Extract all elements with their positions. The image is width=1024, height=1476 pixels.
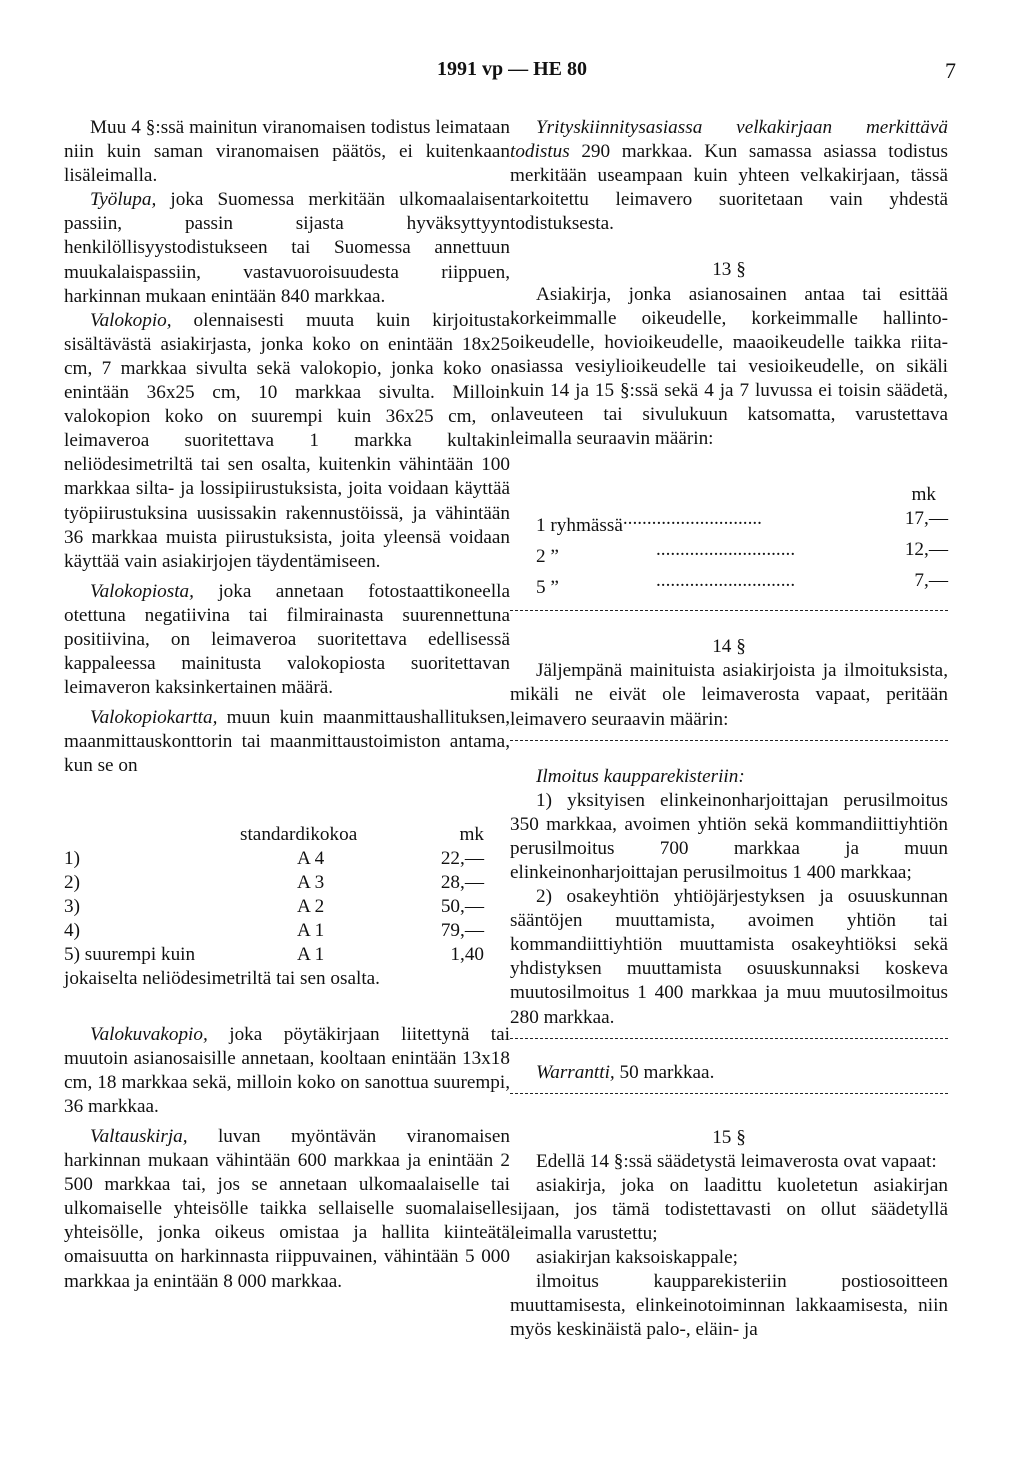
row-mk: 22,— (440, 847, 484, 869)
row-mk: 28,— (440, 871, 484, 893)
section-heading: 15 § (712, 1126, 746, 1148)
page-header (0, 58, 1024, 88)
paragraph: Edellä 14 §:ssä säädetystä leimaverosta ovat vapaat: (536, 1150, 937, 1172)
subheading-text: Ilmoitus kaupparekisteriin: (536, 765, 745, 787)
table-row (64, 943, 484, 967)
left-column (64, 116, 510, 1294)
row-size: A 1 (297, 919, 325, 941)
paragraph-text: olennaisesti muuta kuin kirjoitusta sisältävästä asiakirjasta, jonka koko on enintään 18x25 cm, 7 markkaa sivulta sekä valokopio, jonka koko on enintään 36x25 cm, 10 markkaa sivulta. Milloin valokopion koko on suurempi kuin 36x25 cm, on leimaveroa suoritettava 1 markka kultakin neliödesimetriltä tai sen osalta, kuitenkin vähintään 100 markkaa silta- ja lossipiirustuksista, joita voidaan käyttää työpiirustuksina uusissakin rakennustöissä, ja vähintään 36 markkaa muista piirustuksista, joita yleensä voidaan käyttää vain asiakirjojen täydentämiseen. (64, 309, 510, 572)
table-header-row (510, 483, 948, 507)
dashed-separator (510, 610, 948, 611)
section-heading: 14 § (712, 636, 746, 658)
paragraph (64, 1023, 510, 1119)
paragraph (64, 188, 510, 308)
row-mk: 1,40 (450, 943, 484, 965)
dashed-separator (510, 740, 948, 741)
row-size: A 2 (297, 895, 325, 917)
dashed-separator (510, 1038, 948, 1039)
dashed-separator (510, 1093, 948, 1094)
term: Valokopiokartta, (90, 707, 218, 729)
row-label-text: 2 ” (536, 546, 559, 568)
paragraph (510, 1061, 948, 1085)
paragraph-text: 50 markkaa. (614, 1061, 715, 1083)
term: Warrantti, (536, 1061, 615, 1083)
group-table (510, 483, 948, 600)
paragraph (64, 1125, 510, 1294)
paragraph-text: 290 markkaa. Kun samassa asiassa todistus merkitään useampaan kuin yhteen velkakirjaan, tässä tarkoitettu leimavero suoritetaan vain yhdestä todistuksesta. (510, 141, 948, 235)
paragraph (510, 116, 948, 236)
paragraph (64, 706, 510, 778)
row-mk: 17,— (904, 508, 948, 530)
paragraph-text: muun kuin maanmittaushallituksen, maanmittauskonttorin tai maanmittaustoimiston antama, kun se on (64, 707, 510, 777)
paragraph-text: joka pöytäkirjaan liitettynä tai muutoin asianosaisille annetaan, kooltaan enintään 13x18 cm, 18 markkaa sekä, milloin koko on sanottua suurempi, 36 markkaa. (64, 1023, 510, 1117)
paragraph: Asiakirja, jonka asianosainen antaa tai esittää korkeimmalle oikeudelle, korkeimmalle hallinto-oikeudelle, hovioikeudelle, maaoikeudelle taikka riita-asiassa vesiylioikeudelle tai vesioikeudelle, on sikäli kuin 14 ja 15 §:ssä sekä 4 ja 7 luvussa ei toisin säädetä, laveuteen tai sivulukuun katsomatta, varustettava leimalla seuraavin määrin: (510, 283, 948, 450)
size-table (64, 823, 484, 967)
list-item: 2) osakeyhtiön yhtiöjärjestyksen ja osuuskunnan sääntöjen muuttamista, avoimen yhtiön tai kommandiittiyhtiön muuttamista osakeyhtiöksi sekä yhdistyksen muuttamista osuuskunnaksi koskeva muutosilmoitus 1 400 markkaa ja muu muutosilmoitus 280 markkaa. (510, 886, 948, 1028)
column-header-size: standardikokoa (240, 823, 358, 845)
row-number: 1) (64, 847, 80, 869)
table-row (510, 569, 948, 600)
row-size: A 4 (297, 847, 325, 869)
page-number: 7 (945, 58, 956, 83)
table-footer: jokaiselta neliödesimetriltä tai sen osalta. (64, 967, 380, 989)
table-row (64, 847, 484, 871)
row-size: A 3 (297, 871, 325, 893)
row-label-text: 5 ” (536, 577, 559, 599)
leader-dots: ............................. (656, 539, 796, 561)
row-mk: 12,— (904, 539, 948, 561)
table-row (510, 538, 948, 569)
paragraph: ilmoitus kaupparekisteriin postiosoitteen muuttamisesta, elinkeinotoiminnan lakkaamisesta, niin myös keskinäistä palo-, eläin- ja (510, 1271, 948, 1341)
row-size: A 1 (297, 943, 325, 965)
row-mk: 79,— (440, 919, 484, 941)
term: Yrityskiinnitysasiassa velkakirjaan merkittävä todistus (510, 117, 948, 163)
row-number: 3) (64, 895, 80, 917)
paragraph-text: joka Suomessa merkitään ulkomaalaisen passiin, passin sijasta hyväksyttyyn henkilöllisyystodistukseen tai Suomessa annettuun muukalaispassiin, vastavuoroisuudesta riippuen, harkinnan mukaan enintään 840 markkaa. (64, 189, 510, 307)
row-label (510, 507, 890, 538)
table-row (64, 871, 484, 895)
paragraph: Muu 4 §:ssä mainitun viranomaisen todistus leimataan niin kuin saman viranomaisen päätös, ei kuitenkaan lisäleimalla. (64, 117, 510, 187)
term: Valokopio, (90, 309, 172, 331)
row-mk: 50,— (440, 895, 484, 917)
table-row (64, 919, 484, 943)
term: Työlupa, (90, 189, 157, 211)
right-column (510, 116, 948, 1343)
document-title: 1991 vp — HE 80 (436, 58, 588, 80)
leader-dots: ............................. (656, 570, 796, 592)
table-header-row (64, 823, 484, 847)
row-number: 5) suurempi kuin (64, 943, 196, 965)
table-row (510, 507, 948, 538)
paragraph (64, 309, 510, 574)
paragraph (64, 580, 510, 700)
paragraph-text: luvan myöntävän viranomaisen harkinnan mukaan vähintään 600 markkaa ja enintään 2 500 markkaa tai, jos se annetaan ulkomaalaiselle tai ulkomaiselle yhteisölle taikka sellaiselle suomalaiselle yhteisölle, jonka oikeus omistaa ja hallita kiinteätä omaisuutta on harkinnasta riippuvainen, vähintään 5 000 markkaa ja enintään 8 000 markkaa. (64, 1126, 510, 1292)
leader-dots: ............................. (622, 508, 762, 530)
row-label-text: 1 ryhmässä (536, 515, 623, 537)
term: Valtauskirja, (90, 1126, 188, 1147)
paragraph: asiakirja, joka on laadittu kuoletetun asiakirjan sijaan, jos tämä todistettavasti on ollut säädetyllä leimalla varustettu; (510, 1174, 948, 1245)
subheading (510, 765, 948, 789)
term: Valokuvakopio, (90, 1023, 208, 1045)
row-mk: 7,— (914, 570, 948, 592)
column-header-mk: mk (459, 823, 484, 845)
term: Valokopiosta, (90, 580, 194, 602)
section-heading: 13 § (712, 259, 746, 281)
table-row (64, 895, 484, 919)
row-label (510, 538, 890, 569)
paragraph-text: joka annetaan fotostaattikoneella otettuna negatiivina tai filmirainasta suurennettuna positiivina, on leimaveroa suoritettava edellisessä kappaleessa mainitusta valokopiosta suoritettavan leimaveron kaksinkertainen määrä. (64, 580, 510, 699)
paragraph: Jäljempänä mainituista asiakirjoista ja ilmoituksista, mikäli ne eivät ole leimaverosta vapaat, peritään leimavero seuraavin määrin: (510, 660, 948, 730)
row-label (510, 569, 890, 600)
column-header-mk: mk (911, 484, 936, 506)
row-number: 2) (64, 871, 80, 893)
row-number: 4) (64, 919, 80, 941)
paragraph: asiakirjan kaksoiskappale; (536, 1247, 738, 1269)
list-item: 1) yksityisen elinkeinonharjoittajan perusilmoitus 350 markkaa, avoimen yhtiön sekä kommandiittiyhtiön perusilmoitus 700 markkaa ja muun elinkeinonharjoittajan perusilmoitus 1 400 markkaa; (510, 789, 948, 883)
